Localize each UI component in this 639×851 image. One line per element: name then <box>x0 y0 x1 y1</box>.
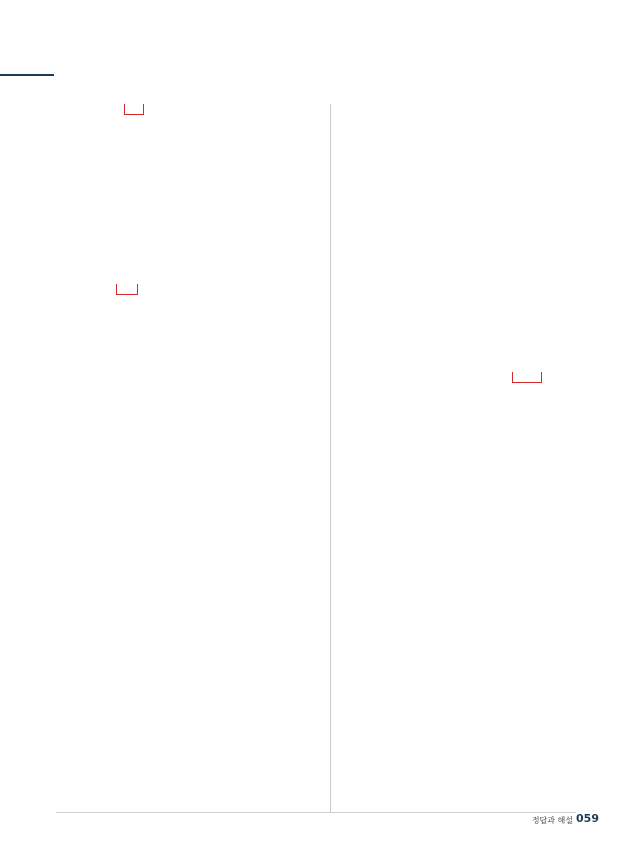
text-line <box>342 552 608 564</box>
footer-rule <box>56 812 576 813</box>
text-line <box>342 452 608 464</box>
text-line <box>56 744 322 756</box>
text-line <box>342 672 608 684</box>
text-line <box>56 104 322 116</box>
left-column <box>56 104 322 784</box>
text-line <box>56 404 322 416</box>
highlight-box <box>124 104 144 115</box>
text-line <box>56 764 322 776</box>
text-line <box>342 312 608 324</box>
text-line <box>342 332 608 344</box>
text-line <box>56 364 322 376</box>
text-line <box>56 304 322 316</box>
highlight-box <box>116 284 138 295</box>
text-line <box>56 284 322 296</box>
text-line <box>342 472 608 484</box>
text-line <box>56 564 322 576</box>
text-line <box>342 732 608 744</box>
text-line <box>342 512 608 524</box>
highlight-box <box>512 372 542 383</box>
text-line <box>342 252 608 264</box>
text-line <box>56 524 322 536</box>
text-line <box>56 384 322 396</box>
text-line <box>56 164 322 176</box>
text-line <box>56 664 322 676</box>
text-line <box>56 644 322 656</box>
text-line <box>342 492 608 504</box>
footer-label: 정답과 해설 <box>531 816 573 825</box>
text-line <box>342 532 608 544</box>
text-line <box>56 224 322 236</box>
text-line <box>56 424 322 436</box>
text-line <box>342 124 608 136</box>
text-line <box>342 292 608 304</box>
text-line <box>342 692 608 704</box>
text-line <box>342 652 608 664</box>
text-line <box>342 184 608 196</box>
header-accent-rule <box>0 74 54 76</box>
text-line <box>342 712 608 724</box>
text-line <box>56 544 322 556</box>
text-line <box>342 164 608 176</box>
text-line <box>56 324 322 336</box>
text-line <box>56 684 322 696</box>
text-line <box>56 504 322 516</box>
text-line <box>56 344 322 356</box>
text-line <box>342 412 608 424</box>
right-column <box>342 104 608 792</box>
text-line <box>342 144 608 156</box>
text-line <box>56 604 322 616</box>
text-line <box>56 204 322 216</box>
text-line <box>342 752 608 764</box>
text-line <box>56 704 322 716</box>
text-line <box>56 624 322 636</box>
page-number: 059 <box>576 812 599 825</box>
text-line <box>342 612 608 624</box>
text-line <box>342 432 608 444</box>
text-line <box>56 444 322 456</box>
text-line <box>342 772 608 784</box>
text-line <box>342 592 608 604</box>
text-line <box>56 484 322 496</box>
spacer <box>342 244 608 248</box>
text-line <box>56 464 322 476</box>
text-line <box>342 572 608 584</box>
text-line <box>56 724 322 736</box>
text-line <box>56 584 322 596</box>
text-line <box>342 224 608 236</box>
text-line <box>342 372 608 384</box>
text-line <box>342 104 608 116</box>
text-line <box>342 204 608 216</box>
text-line <box>56 124 322 136</box>
text-line <box>342 272 608 284</box>
column-divider <box>330 104 331 812</box>
text-line <box>342 352 608 364</box>
text-line <box>56 144 322 156</box>
text-line <box>56 264 322 276</box>
text-line <box>56 244 322 256</box>
text-line <box>342 632 608 644</box>
text-line <box>56 184 322 196</box>
text-line <box>342 392 608 404</box>
